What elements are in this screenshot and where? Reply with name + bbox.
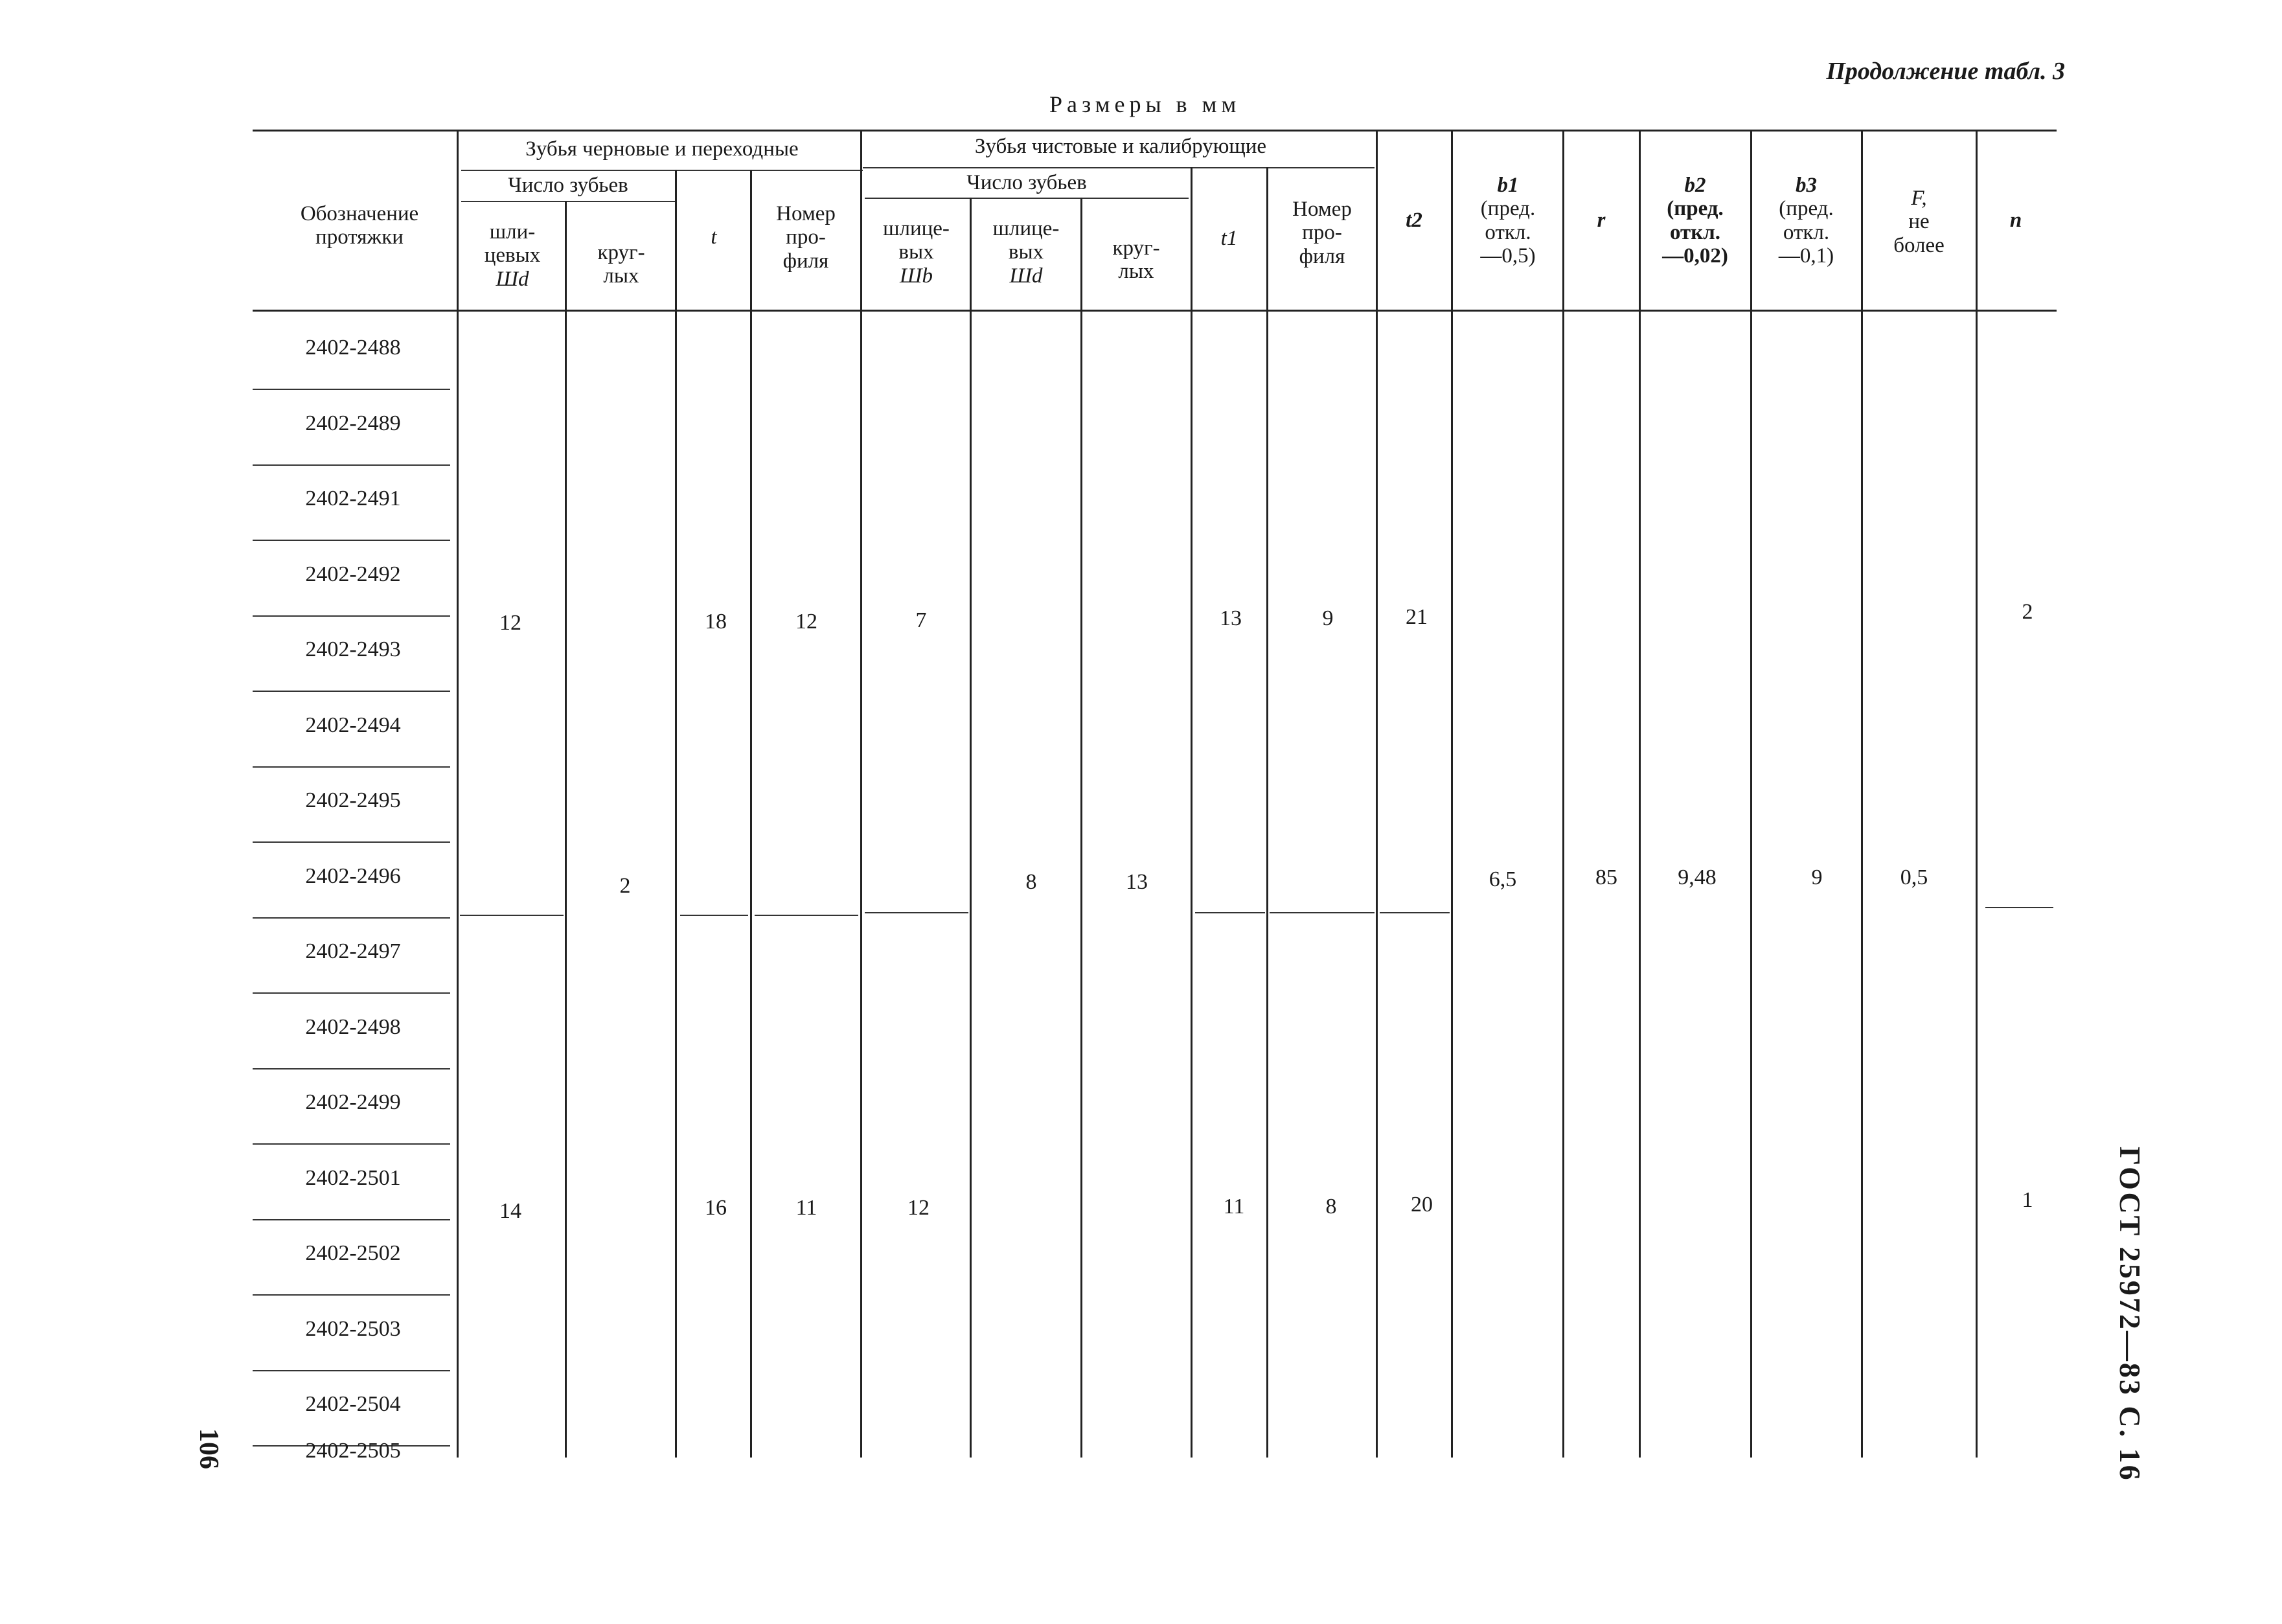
g1-shlits-b-finish: 7 [915, 608, 927, 632]
common-shlits-d-finish: 8 [1025, 870, 1037, 894]
header-text: более [1893, 233, 1945, 257]
g1-profile-finish: 9 [1322, 606, 1334, 630]
header-rough-profile [751, 202, 860, 273]
row-designation: 2402-2502 [305, 1241, 401, 1265]
common-b2: 9,48 [1678, 865, 1717, 889]
row-designation: 2402-2489 [305, 411, 401, 435]
header-text: F, [1911, 187, 1927, 210]
g2-t1: 11 [1223, 1195, 1245, 1218]
header-text: Номер [776, 202, 836, 225]
row-separator [253, 389, 450, 390]
header-finish-round [1082, 236, 1191, 284]
g1-t1: 13 [1220, 606, 1242, 630]
header-text: не [1908, 210, 1930, 234]
header-text: b1 [1497, 174, 1519, 197]
header-text: цевых [484, 244, 541, 268]
col-rule [675, 170, 677, 1458]
header-text: лых [1118, 260, 1154, 284]
row-designation: 2402-2496 [305, 863, 401, 888]
group-separator [680, 915, 748, 916]
header-rough-teeth-count: Число зубьев [508, 174, 628, 197]
header-t2: t2 [1406, 209, 1422, 232]
row-designation: 2402-2501 [305, 1165, 401, 1190]
header-text: про- [1302, 221, 1342, 245]
col-rule [1861, 130, 1863, 1458]
header-text: шли- [489, 220, 536, 244]
header-rough-round [567, 241, 675, 288]
row-designation: 2402-2499 [305, 1090, 401, 1114]
row-separator [253, 917, 450, 919]
row-separator [253, 1294, 450, 1296]
row-separator [253, 615, 450, 617]
side-gost-text: ГОСТ 25972—83 С. 16 [2114, 1147, 2147, 1482]
g2-profile: 11 [795, 1196, 817, 1220]
page-number-text: 106 [194, 1428, 223, 1469]
header-n: n [2009, 209, 2022, 232]
header-bottom-rule [253, 310, 2057, 312]
g2-t2: 20 [1411, 1193, 1433, 1217]
row-separator [253, 992, 450, 994]
col-rule [750, 170, 752, 1458]
header-text: круг- [1112, 236, 1160, 260]
g2-n: 1 [2022, 1188, 2033, 1212]
header-text: (пред. [1667, 197, 1724, 221]
header-text: —0,02) [1662, 244, 1728, 268]
group-separator [1270, 912, 1375, 913]
header-t1: t1 [1220, 227, 1238, 250]
g1-n: 2 [2022, 600, 2033, 624]
header-text: Шd [496, 267, 529, 291]
header-text: круг- [597, 241, 645, 264]
common-b3: 9 [1811, 865, 1823, 889]
col-rule [1191, 167, 1192, 1458]
header-text: филя [782, 249, 829, 273]
col-rule [860, 130, 862, 1458]
row-designation: 2402-2495 [305, 788, 401, 812]
rough-group-rule [461, 170, 863, 171]
row-designation: 2402-2492 [305, 562, 401, 586]
row-separator [253, 540, 450, 541]
header-text: шлице- [992, 217, 1060, 240]
col-rule [1976, 130, 1978, 1458]
row-designation: 2402-2488 [305, 336, 401, 360]
col-rule [1451, 130, 1453, 1458]
header-text: b2 [1684, 174, 1706, 197]
group-separator [460, 915, 564, 916]
common-round-rough: 2 [619, 874, 631, 898]
row-separator [253, 841, 450, 843]
rough-count-rule [461, 201, 675, 202]
row-designation: 2402-2498 [305, 1014, 401, 1039]
row-separator [253, 1143, 450, 1145]
row-designation: 2402-2505 [305, 1439, 401, 1463]
header-finish-shlits-d [972, 217, 1080, 288]
row-designation: 2402-2493 [305, 637, 401, 661]
header-text: Шd [1009, 264, 1043, 288]
header-F [1862, 187, 1976, 257]
col-rule [1639, 130, 1641, 1458]
g1-t2: 21 [1406, 605, 1428, 629]
continuation-note: Продолжение табл. 3 [1826, 58, 2065, 85]
row-designation: 2402-2494 [305, 713, 401, 737]
header-text: —0,1) [1778, 244, 1834, 268]
header-text: вых [898, 240, 934, 264]
header-rough-group: Зубья черновые и переходные [525, 137, 799, 161]
header-text: про- [786, 225, 826, 249]
header-finish-teeth-count: Число зубьев [966, 171, 1087, 194]
header-text: (пред. [1779, 197, 1834, 221]
header-finish-group: Зубья чистовые и калибрующие [974, 135, 1267, 158]
common-r: 85 [1595, 865, 1617, 889]
table-top-rule [253, 130, 2057, 132]
row-separator [253, 691, 450, 692]
header-text: b3 [1796, 174, 1817, 197]
header-designation: Обозначение протяжки [300, 202, 419, 249]
g1-t: 18 [705, 610, 727, 634]
header-text: откл. [1783, 220, 1830, 244]
row-designation: 2402-2497 [305, 939, 401, 963]
g2-shlits-b-finish: 12 [907, 1196, 930, 1220]
header-b3 [1751, 174, 1861, 268]
header-text: лых [603, 264, 639, 288]
row-designation: 2402-2491 [305, 486, 401, 510]
g2-t: 16 [705, 1196, 727, 1220]
header-text: филя [1299, 244, 1345, 268]
common-round-finish: 13 [1126, 870, 1148, 894]
row-separator [253, 1219, 450, 1220]
header-text: шлице- [883, 217, 950, 240]
header-text: (пред. [1480, 197, 1536, 221]
group-separator [1380, 912, 1450, 913]
col-rule [1080, 198, 1082, 1458]
units-note: Размеры в мм [1049, 91, 1241, 117]
group-separator [1985, 907, 2053, 908]
row-separator [253, 1370, 450, 1371]
col-rule [1562, 130, 1564, 1458]
header-t: t [711, 225, 717, 249]
header-b1 [1454, 174, 1562, 268]
header-b2 [1640, 174, 1750, 268]
header-text: вых [1008, 240, 1044, 264]
header-r: r [1597, 209, 1606, 232]
group-separator [865, 912, 968, 913]
header-text: Шb [900, 264, 933, 288]
common-b1: 6,5 [1489, 867, 1517, 891]
header-finish-profile [1268, 198, 1376, 268]
header-rough-shlits-d [460, 220, 565, 291]
col-rule [970, 198, 972, 1458]
finish-group-rule [863, 167, 1375, 168]
g1-shlits-d: 12 [499, 611, 521, 635]
col-rule [1376, 130, 1378, 1458]
common-F: 0,5 [1900, 865, 1928, 889]
row-designation: 2402-2504 [305, 1392, 401, 1416]
group-separator [1195, 912, 1265, 913]
header-finish-shlits-b [863, 217, 970, 288]
col-rule [565, 201, 567, 1458]
row-separator [253, 464, 450, 466]
group-separator [755, 915, 858, 916]
row-separator [253, 766, 450, 768]
g1-profile: 12 [795, 610, 817, 634]
col-rule [1750, 130, 1752, 1458]
g2-profile-finish: 8 [1325, 1195, 1337, 1218]
col-rule [1266, 167, 1268, 1458]
g2-shlits-d: 14 [499, 1199, 521, 1223]
row-designation: 2402-2503 [305, 1316, 401, 1341]
header-text: —0,5) [1480, 244, 1536, 268]
row-separator [253, 1068, 450, 1069]
header-text: откл. [1669, 220, 1721, 244]
header-text: Номер [1292, 198, 1352, 221]
finish-count-rule [865, 198, 1189, 199]
header-text: откл. [1485, 220, 1531, 244]
